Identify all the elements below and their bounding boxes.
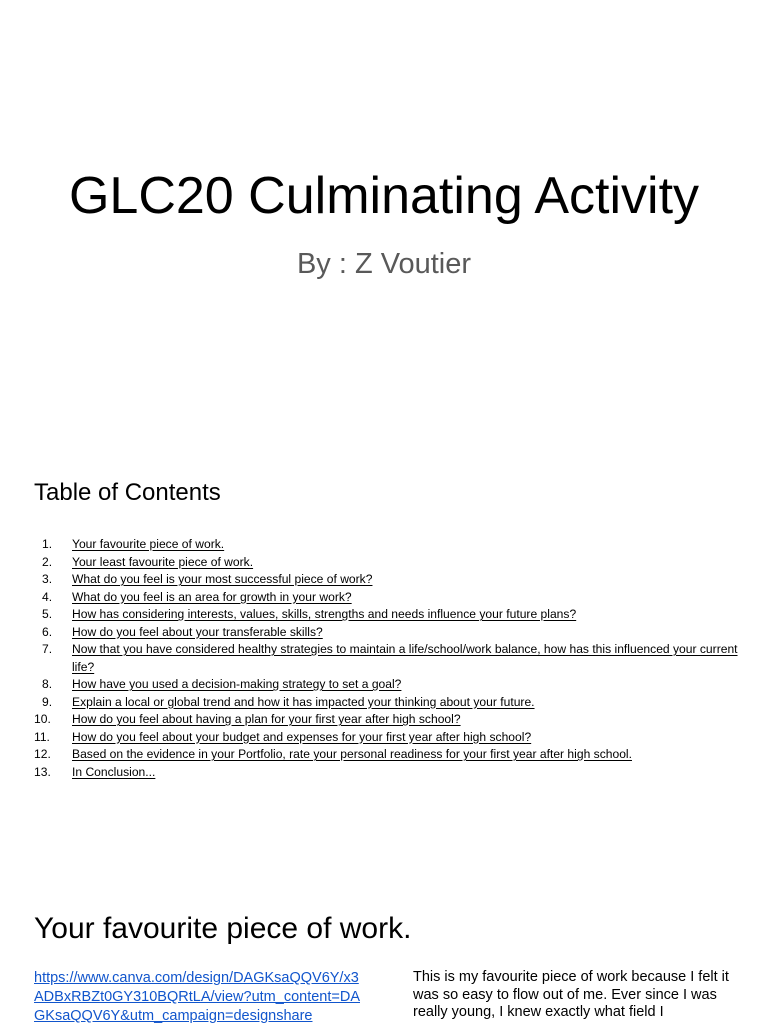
toc-item-number: 7. [42,642,53,656]
toc-item [34,746,746,764]
toc-link[interactable]: What do you feel is your most successful piece of work? [72,572,373,586]
toc-link[interactable]: How do you feel about your budget and expenses for your first year after high school? [72,729,532,744]
toc-item-number: 10. [34,712,51,726]
toc-item [34,711,746,729]
document-author: By : Z Voutier [296,248,472,280]
toc-link[interactable]: In Conclusion... [72,764,156,779]
toc-link[interactable]: Your favourite piece of work. [72,537,225,551]
toc-item-number: 8. [42,677,53,691]
toc-item-number: 2. [42,554,53,569]
toc-item [34,624,746,642]
toc-link[interactable]: How do you feel about your transferable skills? [72,624,323,639]
toc-link[interactable]: Now that you have considered healthy strategies to maintain a life/school/work balance, how has this influenced your current life? [72,642,738,674]
toc-item-number: 11. [34,729,50,744]
toc-item [34,606,746,624]
toc-item-number: 5. [42,607,53,621]
toc-item [34,694,746,712]
toc-item-number: 9. [42,694,53,709]
toc-item-number: 1. [42,537,53,551]
toc-item-number: 3. [42,572,53,586]
toc-item [34,764,746,782]
toc-item [34,536,746,554]
toc-heading: Table of Contents [34,479,221,506]
document-title: GLC20 Culminating Activity [68,167,700,225]
section-body-text: This is my favourite piece of work because I felt it was so easy to flow out of me. Ever since I was really young, I knew exactly what field I [413,969,729,1020]
toc-item [34,571,746,589]
canva-design-link[interactable]: https://www.canva.com/design/DAGKsaQQV6Y/x3ADBxRBZt0GY310BQRtLA/view?utm_content=DAGKsaQQV6Y&utm_campaign=designshare [34,970,360,1024]
toc-item-number: 6. [42,624,53,639]
toc-item [34,641,746,676]
toc-item [34,676,746,694]
toc-link[interactable]: How do you feel about having a plan for your first year after high school? [72,712,461,726]
toc-list [34,536,746,781]
toc-item [34,729,746,747]
toc-item-number: 13. [34,764,51,779]
toc-link[interactable]: Your least favourite piece of work. [72,554,254,569]
toc-item [34,589,746,607]
toc-link[interactable]: What do you feel is an area for growth in your work? [72,589,352,604]
toc-link[interactable]: Explain a local or global trend and how it has impacted your thinking about your future. [72,694,535,709]
section-heading-favourite-work: Your favourite piece of work. [34,912,412,945]
toc-link[interactable]: How have you used a decision-making strategy to set a goal? [72,677,402,691]
toc-item-number: 4. [42,589,53,604]
toc-item-number: 12. [34,747,51,761]
toc-item [34,554,746,572]
toc-link[interactable]: How has considering interests, values, skills, strengths and needs influence your future plans? [72,607,577,621]
toc-link[interactable]: Based on the evidence in your Portfolio, rate your personal readiness for your first year after high school. [72,747,632,761]
